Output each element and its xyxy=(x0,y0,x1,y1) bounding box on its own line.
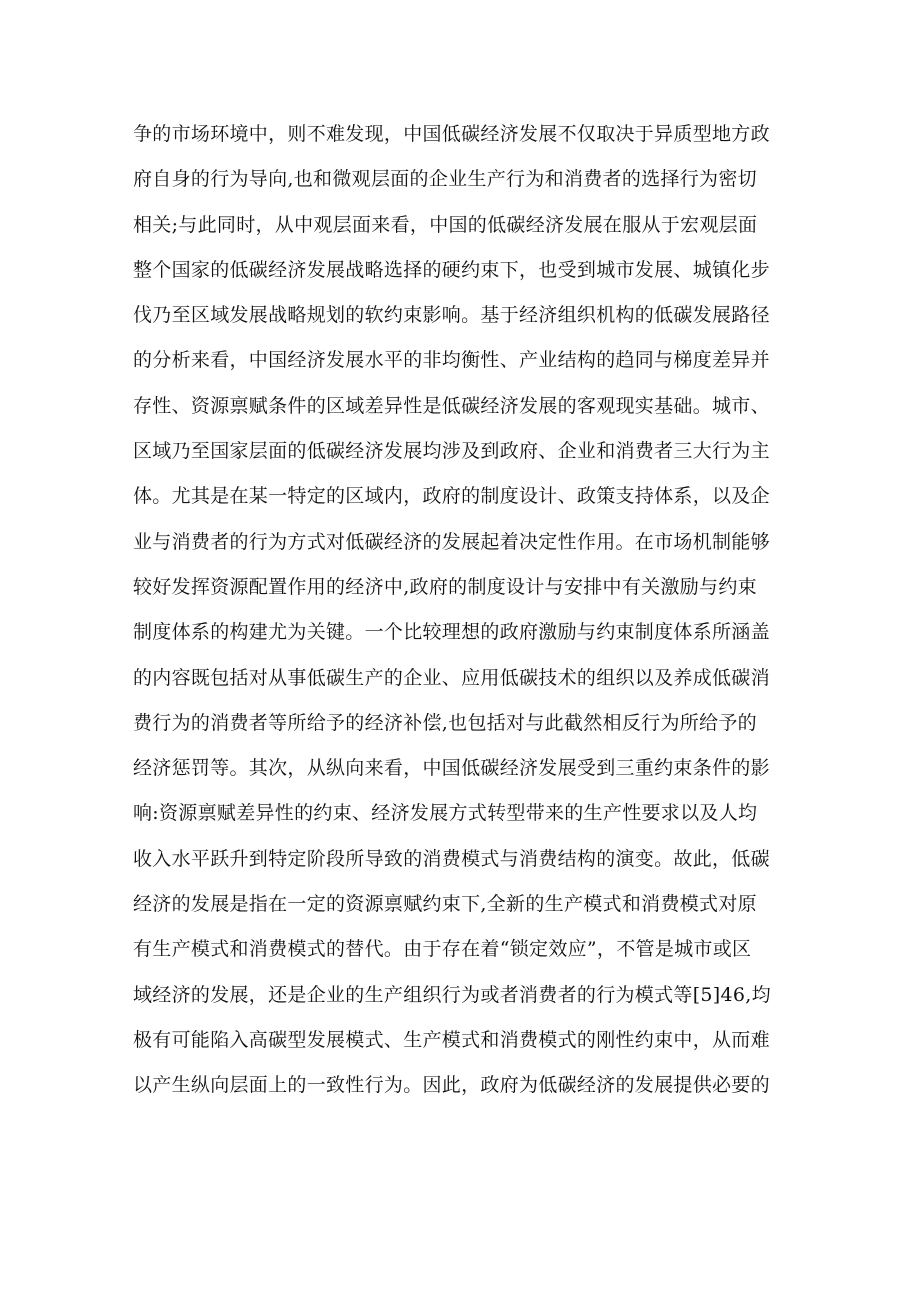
text-line: 费行为的消费者等所给予的经济补偿,也包括对与此截然相反行为所给予的 xyxy=(133,711,757,734)
text-line: 区域乃至国家层面的低碳经济发展均涉及到政府、企业和消费者三大行为主 xyxy=(133,440,770,463)
text-line: 响:资源禀赋差异性的约束、经济发展方式转型带来的生产性要求以及人均 xyxy=(133,802,758,825)
text-line: 经济的发展是指在一定的资源禀赋约束下,全新的生产模式和消费模式对原 xyxy=(133,893,757,916)
body-paragraph xyxy=(133,112,823,1109)
text-line: 府自身的行为导向,也和微观层面的企业生产行为和消费者的选择行为密切 xyxy=(133,168,757,191)
text-line: 域经济的发展，还是企业的生产组织行为或者消费者的行为模式等[5]46,均 xyxy=(133,983,771,1006)
text-line: 争的市场环境中，则不难发现，中国低碳经济发展不仅取决于异质型地方政 xyxy=(133,123,770,145)
text-line: 伐乃至区域发展战略规划的软约束影响。基于经济组织机构的低碳发展路径 xyxy=(133,304,770,327)
text-line: 相关;与此同时，从中观层面来看，中国的低碳经济发展在服从于宏观层面 xyxy=(133,213,758,236)
text-line: 较好发挥资源配置作用的经济中,政府的制度设计与安排中有关激励与约束 xyxy=(133,575,757,598)
text-line: 制度体系的构建尤为关键。一个比较理想的政府激励与约束制度体系所涵盖 xyxy=(133,621,770,644)
text-line: 体。尤其是在某一特定的区域内，政府的制度设计、政策支持体系，以及企 xyxy=(133,485,770,508)
text-line: 的分析来看，中国经济发展水平的非均衡性、产业结构的趋同与梯度差异并 xyxy=(133,349,770,372)
text-line: 有生产模式和消费模式的替代。由于存在着“锁定效应”，不管是城市或区 xyxy=(133,938,752,961)
text-line: 经济惩罚等。其次，从纵向来看，中国低碳经济发展受到三重约束条件的影 xyxy=(133,757,770,780)
text-line: 整个国家的低碳经济发展战略选择的硬约束下，也受到城市发展、城镇化步 xyxy=(133,258,770,281)
text-line: 以产生纵向层面上的一致性行为。因此，政府为低碳经济的发展提供必要的 xyxy=(133,1074,770,1097)
text-line: 存性、资源禀赋条件的区域差异性是低碳经济发展的客观现实基础。城市、 xyxy=(133,394,770,417)
text-line: 业与消费者的行为方式对低碳经济的发展起着决定性作用。在市场机制能够 xyxy=(133,530,770,553)
text-line: 极有可能陷入高碳型发展模式、生产模式和消费模式的刚性约束中，从而难 xyxy=(133,1028,770,1051)
text-line: 的内容既包括对从事低碳生产的企业、应用低碳技术的组织以及养成低碳消 xyxy=(133,666,770,689)
text-line: 收入水平跃升到特定阶段所导致的消费模式与消费结构的演变。故此，低碳 xyxy=(133,847,770,870)
